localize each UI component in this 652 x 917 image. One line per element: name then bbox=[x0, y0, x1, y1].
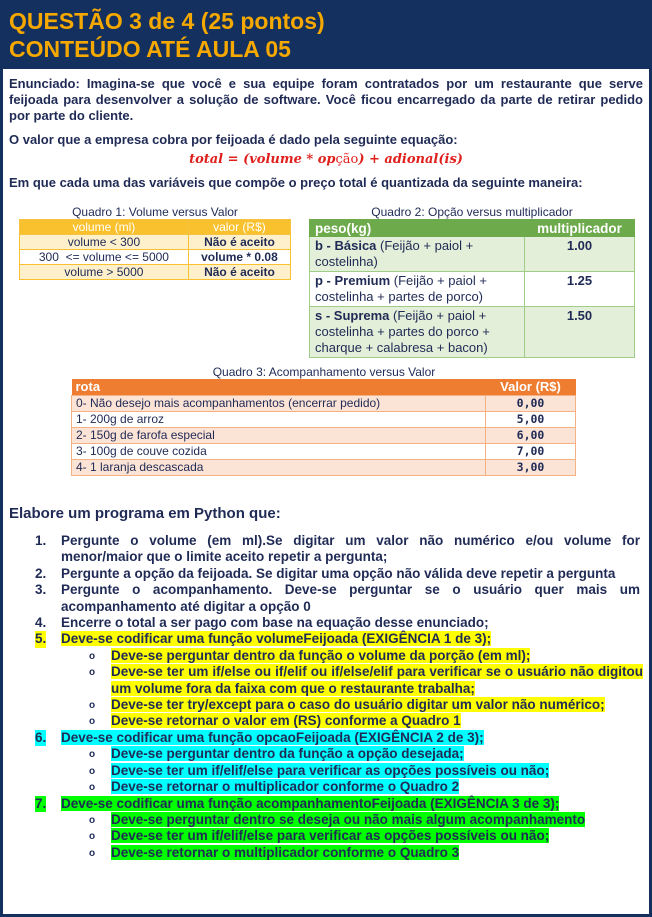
question-header bbox=[3, 3, 649, 69]
item-number: 5. bbox=[35, 631, 47, 647]
enunciado-text: Enunciado: Imagina-se que você e sua equipe foram contratados por um restaurante que serve feijoada para desenvolver a solução de software. Você ficou encarregado da parte de retirar pedido por parte do cliente. bbox=[9, 76, 643, 123]
requirement-item-7 bbox=[9, 796, 643, 862]
table-cell bbox=[310, 307, 525, 358]
bullet-icon: o bbox=[89, 667, 96, 679]
table-cell: 0,00 bbox=[486, 395, 576, 411]
table-header-row bbox=[72, 379, 576, 395]
option-code: b - Básica bbox=[315, 238, 377, 253]
item-text: Pergunte o volume (em ml).Se digitar um valor não numérico e/ou volume for menor/maior que o limite aceito repetir a pergunta; bbox=[61, 533, 640, 565]
formula-part: ) + adional(is) bbox=[358, 152, 463, 167]
bullet-icon: o bbox=[89, 814, 96, 826]
column-header: rota bbox=[72, 379, 486, 395]
table-cell: volume < 300 bbox=[20, 235, 189, 250]
bullet-icon: o bbox=[89, 749, 96, 761]
formula-part: total = (volume * op bbox=[189, 152, 336, 167]
formula-part: ção bbox=[335, 152, 359, 167]
sub-text: Deve-se perguntar dentro da função o volume da porção (em ml); bbox=[111, 647, 531, 663]
column-header: volume (ml) bbox=[20, 220, 189, 235]
sub-requirement bbox=[85, 746, 643, 762]
requirement-item bbox=[9, 615, 643, 631]
sub-requirement bbox=[85, 812, 643, 828]
bullet-icon: o bbox=[89, 847, 96, 859]
table-cell: 1.25 bbox=[525, 272, 635, 307]
question-content bbox=[3, 69, 649, 861]
table-cell: 0- Não desejo mais acompanhamentos (encerrar pedido) bbox=[72, 395, 486, 411]
item-text: Deve-se codificar uma função acompanhamentoFeijoada (EXIGÊNCIA 3 de 3); bbox=[61, 795, 560, 811]
item-number: 6. bbox=[35, 729, 47, 745]
table-cell: Não é aceito bbox=[188, 235, 290, 250]
table-cell: volume > 5000 bbox=[20, 265, 189, 280]
table-header-row bbox=[20, 220, 291, 235]
question-subtitle: CONTEÚDO ATÉ AULA 05 bbox=[9, 36, 291, 62]
table-cell: 6,00 bbox=[486, 427, 576, 443]
sub-text: Deve-se retornar o multiplicador conforme o Quadro 2 bbox=[111, 779, 460, 795]
sub-text: Deve-se retornar o multiplicador conforme o Quadro 3 bbox=[111, 844, 460, 860]
requirement-heading bbox=[35, 796, 643, 812]
variables-intro: Em que cada uma das variáveis que compõe o preço total é quantizada da seguinte maneira: bbox=[9, 175, 583, 190]
column-header: peso(kg) bbox=[310, 220, 525, 237]
table-row bbox=[72, 395, 576, 411]
sub-requirement bbox=[85, 664, 643, 697]
sub-text: Deve-se ter um if/else ou if/elif ou if/else/elif para verificar se o usuário não digitou um volume fora da faixa com que o restaurante trabalha; bbox=[111, 664, 643, 696]
bullet-icon: o bbox=[89, 700, 96, 712]
item-number: 3. bbox=[35, 582, 47, 598]
requirement-item-5 bbox=[9, 631, 643, 729]
option-code: s - Suprema bbox=[315, 308, 390, 323]
option-description: (Feijão + paiol + costelinha + partes de porco) bbox=[315, 273, 487, 304]
table-row bbox=[20, 265, 291, 280]
quadro1 bbox=[19, 205, 291, 280]
table-header-row bbox=[310, 220, 635, 237]
sub-requirement bbox=[85, 713, 643, 729]
sub-text: Deve-se ter try/except para o caso do usuário digitar um valor não numérico; bbox=[111, 697, 605, 713]
table-cell: 1- 200g de arroz bbox=[72, 411, 486, 427]
item-number: 4. bbox=[35, 615, 47, 631]
sub-text: Deve-se perguntar dentro se deseja ou não mais algum acompanhamento bbox=[111, 811, 586, 827]
table-cell: 5,00 bbox=[486, 411, 576, 427]
option-code: p - Premium bbox=[315, 273, 391, 288]
table-row bbox=[20, 250, 291, 265]
table-row bbox=[72, 411, 576, 427]
requirement-heading bbox=[35, 730, 643, 746]
quadro2-table bbox=[309, 219, 635, 358]
table-row bbox=[72, 459, 576, 475]
table-cell: 7,00 bbox=[486, 443, 576, 459]
price-formula bbox=[9, 152, 643, 167]
table-row bbox=[72, 427, 576, 443]
table-cell: 2- 150g de farofa especial bbox=[72, 427, 486, 443]
quadro3-area bbox=[9, 365, 643, 485]
sub-requirement bbox=[85, 779, 643, 795]
quadro3 bbox=[19, 365, 619, 476]
item-text: Pergunte o acompanhamento. Deve-se perguntar se o usuário quer mais um acompanhamento até digitar a opção 0 bbox=[61, 582, 640, 614]
item-text: Encerre o total a ser pago com base na equação desse enunciado; bbox=[61, 615, 489, 631]
item-number: 2. bbox=[35, 565, 47, 581]
table-row bbox=[310, 307, 635, 358]
quadro2 bbox=[309, 205, 635, 358]
table-row bbox=[310, 237, 635, 272]
tables-row bbox=[9, 205, 643, 365]
question-title: QUESTÃO 3 de 4 (25 pontos) bbox=[9, 8, 325, 34]
equation-intro: O valor que a empresa cobra por feijoada é dado pela seguinte equação: bbox=[9, 132, 458, 147]
bullet-icon: o bbox=[89, 831, 96, 843]
requirement-heading bbox=[35, 631, 643, 647]
bullet-icon: o bbox=[89, 765, 96, 777]
table-cell: 3- 100g de couve cozida bbox=[72, 443, 486, 459]
sub-text: Deve-se ter um if/elif/else para verificar as opções possíveis ou não; bbox=[111, 762, 550, 778]
table-cell: 1.00 bbox=[525, 237, 635, 272]
table-row bbox=[310, 272, 635, 307]
table-cell: 3,00 bbox=[486, 459, 576, 475]
table-cell: volume * 0.08 bbox=[188, 250, 290, 265]
table-cell: 1.50 bbox=[525, 307, 635, 358]
requirements-list bbox=[9, 533, 643, 631]
item-number: 1. bbox=[35, 533, 47, 548]
sub-requirement bbox=[85, 648, 643, 664]
column-header: multiplicador bbox=[525, 220, 635, 237]
column-header: Valor (R$) bbox=[486, 379, 576, 395]
sub-requirement bbox=[85, 763, 643, 779]
table-row bbox=[72, 443, 576, 459]
table-cell: Não é aceito bbox=[188, 265, 290, 280]
requirement-item bbox=[9, 582, 643, 615]
table-cell: 4- 1 laranja descascada bbox=[72, 459, 486, 475]
sub-requirement bbox=[85, 828, 643, 844]
sub-text: Deve-se perguntar dentro da função a opção desejada; bbox=[111, 746, 464, 762]
program-title: Elabore um programa em Python que: bbox=[9, 505, 281, 522]
sub-text: Deve-se ter um if/elif/else para verificar as opções possíveis ou não; bbox=[111, 828, 550, 844]
bullet-icon: o bbox=[89, 716, 96, 728]
table-cell: 300 <= volume <= 5000 bbox=[20, 250, 189, 265]
quadro1-table bbox=[19, 219, 291, 280]
table-row bbox=[20, 235, 291, 250]
bullet-icon: o bbox=[89, 650, 96, 662]
item-text: Pergunte a opção da feijoada. Se digitar uma opção não válida deve repetir a pergunta bbox=[61, 565, 616, 581]
quadro2-caption: Quadro 2: Opção versus multiplicador bbox=[371, 205, 573, 219]
item-text: Deve-se codificar uma função volumeFeijoada (EXIGÊNCIA 1 de 3); bbox=[61, 631, 492, 647]
quadro3-caption: Quadro 3: Acompanhamento versus Valor bbox=[212, 365, 436, 379]
item-text: Deve-se codificar uma função opcaoFeijoada (EXIGÊNCIA 2 de 3); bbox=[61, 729, 484, 745]
column-header: valor (R$) bbox=[188, 220, 290, 235]
bullet-icon: o bbox=[89, 782, 96, 794]
quadro1-caption: Quadro 1: Volume versus Valor bbox=[72, 205, 238, 219]
sub-requirement bbox=[85, 697, 643, 713]
option-description: (Feijão + paiol + costelinha) bbox=[315, 238, 474, 269]
option-description: (Feijão + paiol + costelinha + partes do porco + charque + calabresa + bacon) bbox=[315, 308, 490, 355]
table-cell bbox=[310, 272, 525, 307]
table-cell bbox=[310, 237, 525, 272]
item-number: 7. bbox=[35, 795, 47, 811]
requirement-item bbox=[9, 566, 643, 582]
quadro3-table bbox=[71, 379, 576, 476]
sub-requirement bbox=[85, 845, 643, 861]
requirement-item bbox=[9, 533, 643, 566]
sub-text: Deve-se retornar o valor em (RS) conforme a Quadro 1 bbox=[111, 713, 461, 729]
requirement-item-6 bbox=[9, 730, 643, 796]
